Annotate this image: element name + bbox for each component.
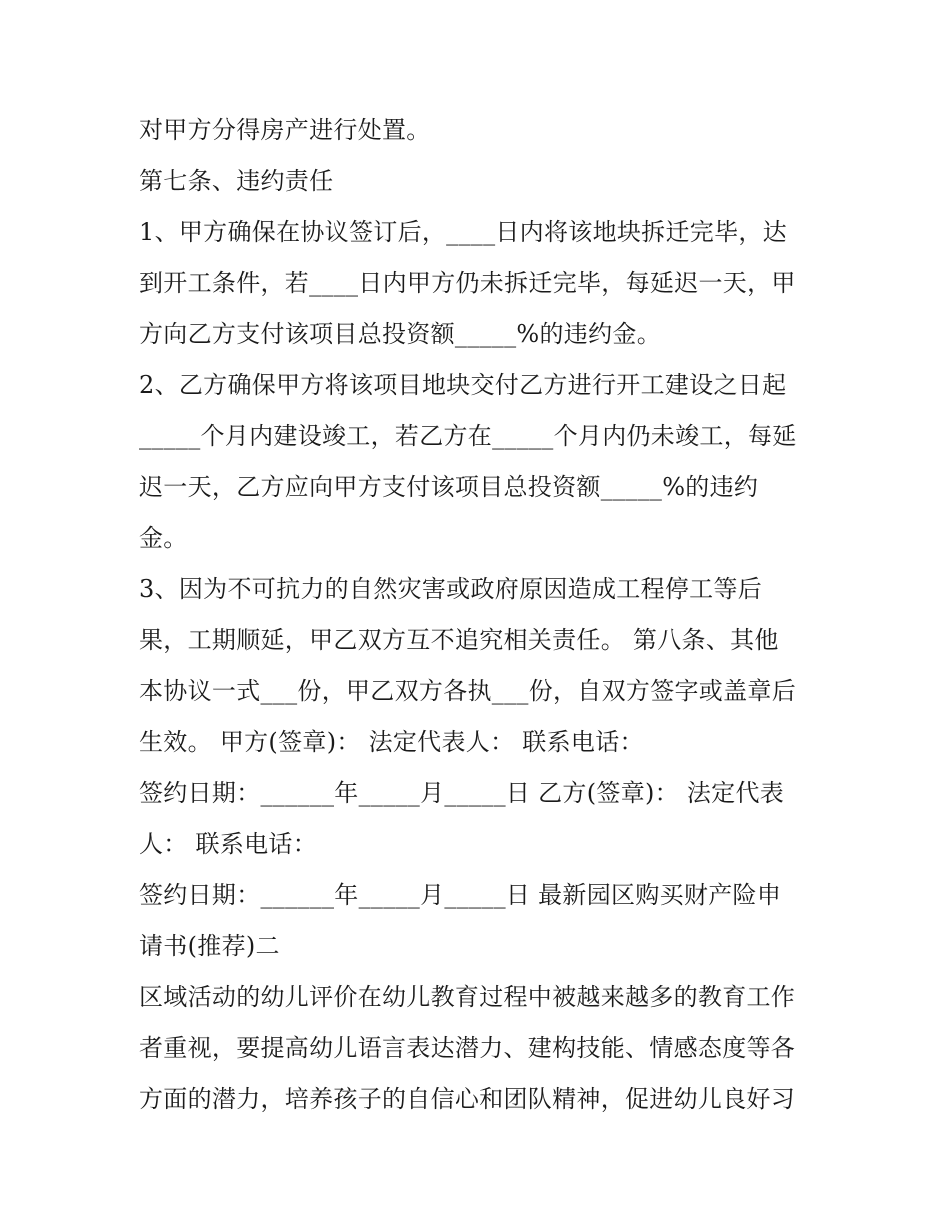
text-line: 3、因为不可抗力的自然灾害或政府原因造成工程停工等后 <box>139 575 763 603</box>
text-line: _____个月内建设竣工，若乙方在_____个月内仍未竣工，每延 <box>139 422 797 450</box>
text-line: 签约日期：______年_____月_____日 最新园区购买财产险申 <box>139 881 782 909</box>
text-line: 签约日期：______年_____月_____日 乙方(签章)： 法定代表 <box>139 779 785 807</box>
section-heading: 第七条、违约责任 <box>139 167 334 195</box>
text-line: 区域活动的幼儿评价在幼儿教育过程中被越来越多的教育工作 <box>139 983 796 1011</box>
text-line: 方面的潜力，培养孩子的自信心和团队精神，促进幼儿良好习 <box>139 1085 796 1113</box>
text-line: 金。 <box>139 524 188 552</box>
text-line: 2、乙方确保甲方将该项目地块交付乙方进行开工建设之日起 <box>139 371 787 399</box>
text-line: 本协议一式___份，甲乙双方各执___份，自双方签字或盖章后 <box>139 677 796 705</box>
text-line: 生效。 甲方(签章)： 法定代表人： 联系电话： <box>139 728 644 756</box>
text-line: 果，工期顺延，甲乙双方互不追究相关责任。 第八条、其他 <box>139 626 779 654</box>
text-line: 方向乙方支付该项目总投资额_____%的违约金。 <box>139 320 662 348</box>
text-line: 人： 联系电话： <box>139 830 318 858</box>
text-line: 请书(推荐)二 <box>139 932 280 960</box>
text-line: 迟一天，乙方应向甲方支付该项目总投资额_____%的违约 <box>139 473 759 501</box>
text-line: 对甲方分得房产进行处置。 <box>139 116 431 144</box>
text-line: 者重视，要提高幼儿语言表达潜力、建构技能、情感态度等各 <box>139 1034 796 1062</box>
document-body <box>139 105 829 1125</box>
text-line: 到开工条件，若____日内甲方仍未拆迁完毕，每延迟一天，甲 <box>139 269 796 297</box>
text-line: 1、甲方确保在协议签订后，____日内将该地块拆迁完毕，达 <box>139 218 787 246</box>
